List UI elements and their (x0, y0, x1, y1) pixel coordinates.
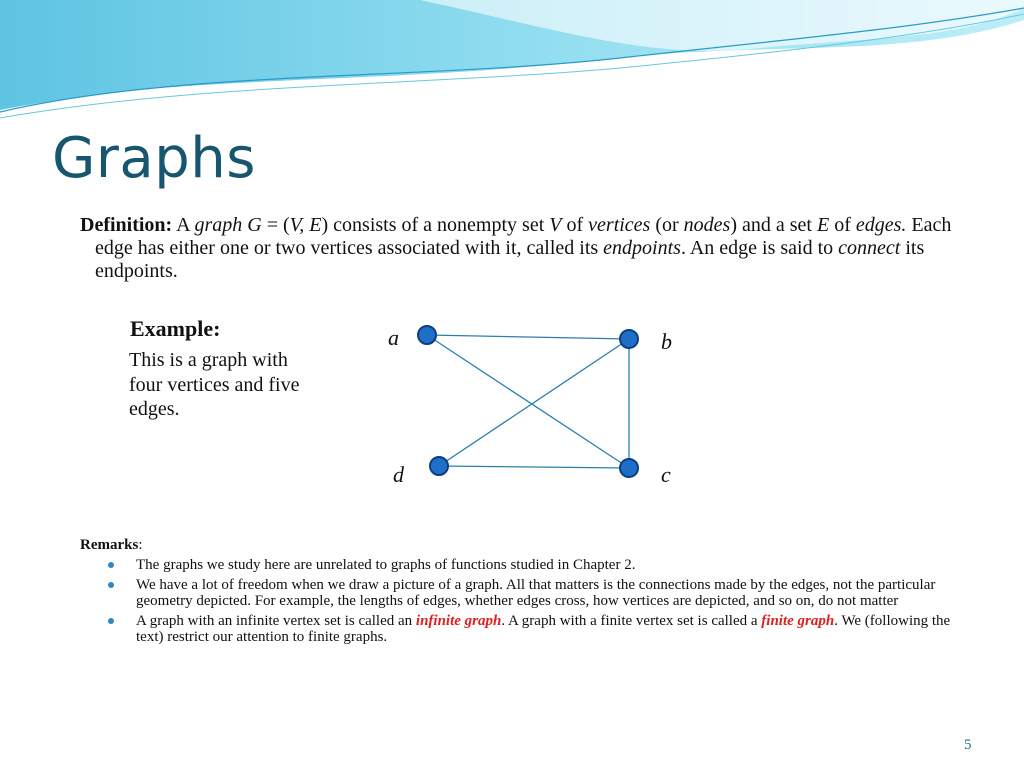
definition-text: . An edge is said to (680, 237, 839, 259)
definition-text: ) consists of a nonempty set (321, 214, 550, 236)
definition-term-vertices: vertices (588, 214, 651, 236)
bullet-icon (108, 562, 114, 568)
graph-edge-bd (439, 339, 629, 466)
graph-edge-ab (427, 335, 629, 339)
definition-paragraph (80, 214, 975, 283)
highlight-term-finite-graph: finite graph (761, 612, 835, 629)
highlight-term-infinite-graph: infinite graph (415, 612, 502, 629)
bullet-icon (108, 582, 114, 588)
definition-term-ve: V, E (289, 214, 322, 236)
graph-vertex-a (418, 326, 436, 344)
graph-vertex-d (430, 457, 448, 475)
definition-term-graph: graph G (194, 214, 262, 236)
definition-term-edges: edges. (855, 214, 907, 236)
graph-vertex-b (620, 330, 638, 348)
definition-text: A (172, 214, 195, 236)
definition-term-v: V (549, 214, 562, 236)
definition-text: (or (650, 214, 684, 236)
remark-text: . A graph with a finite vertex set is called a (501, 612, 762, 629)
header-wave-decoration (0, 0, 1024, 125)
definition-text: Each edge has either one or two vertices associated with it, called its (95, 214, 952, 259)
definition-term-e: E (816, 214, 830, 236)
definition-term-connect: connect (838, 237, 901, 259)
example-graph-diagram (380, 320, 690, 495)
bullet-icon (108, 618, 114, 624)
vertex-label-a: a (388, 325, 399, 350)
example-description: This is a graph with four vertices and five edges. (129, 349, 300, 420)
remark-item (108, 577, 953, 610)
graph-vertex-c (620, 459, 638, 477)
remark-text: . We (following the text) restrict our attention to finite graphs. (136, 612, 951, 645)
slide-title: Graphs (52, 126, 256, 191)
remark-text: We have a lot of freedom when we draw a picture of a graph. All that matters is the connections made by the edges, not the particular geometry depicted. For example, the lengths of edges, whether edges cross, how vertices are depicted, and so on, do not matter (136, 576, 936, 609)
definition-text: ) and a set (730, 214, 817, 236)
remarks-list (108, 557, 953, 649)
remark-text: The graphs we study here are unrelated to graphs of functions studied in Chapter 2. (136, 557, 636, 573)
vertex-label-b: b (661, 329, 672, 354)
definition-text: = ( (261, 214, 290, 236)
remark-text: A graph with an infinite vertex set is called an (136, 612, 416, 629)
definition-term-endpoints: endpoints (603, 237, 681, 259)
vertex-label-d: d (393, 462, 404, 487)
definition-text: of (561, 214, 589, 236)
definition-term-nodes: nodes (683, 214, 731, 236)
definition-text: its endpoints. (95, 237, 925, 282)
remarks-heading-colon: : (138, 537, 143, 553)
remarks-heading-label: Remarks (80, 537, 139, 553)
example-heading: Example: (130, 316, 221, 341)
page-number: 5 (964, 737, 972, 753)
remark-item (108, 613, 953, 646)
graph-edge-ac (427, 335, 629, 468)
graph-edge-dc (439, 466, 629, 468)
remarks-heading (80, 537, 143, 554)
definition-text: of (829, 214, 856, 236)
vertex-label-c: c (661, 462, 671, 487)
definition-label: Definition: (80, 214, 173, 236)
remark-item (108, 557, 953, 574)
